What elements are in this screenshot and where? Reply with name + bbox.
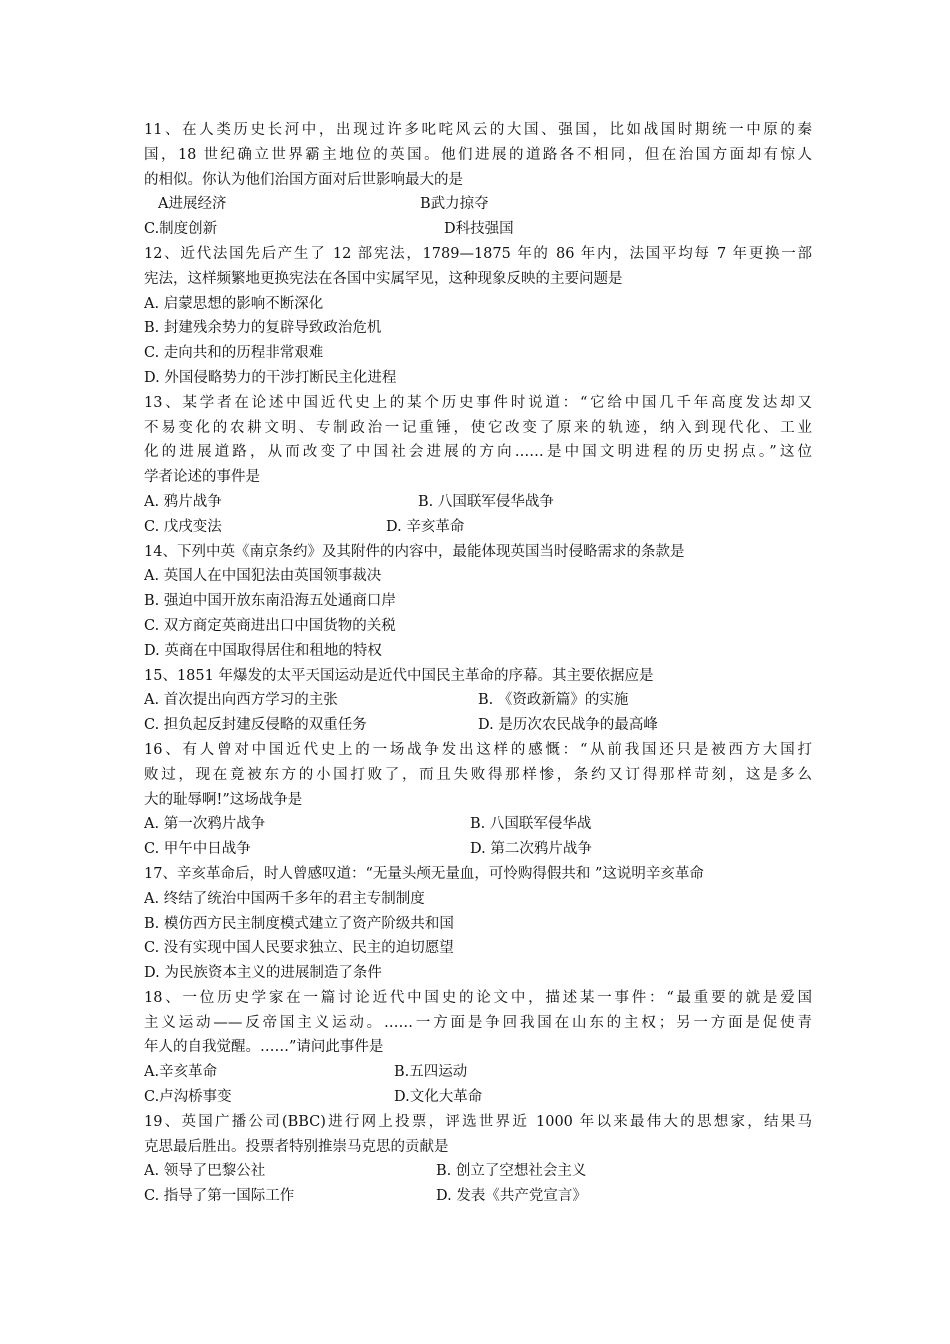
question-12 <box>144 242 812 391</box>
question-stem-line: 宪法，这样频繁地更换宪法在各国中实属罕见，这种现象反映的主要问题是 <box>144 270 623 287</box>
question-stem-line: 18、一位历史学家在一篇讨论近代中国史的论文中，描述某一事件：“最重要的就是爱国 <box>144 989 812 1006</box>
option-c: C. 走向共和的历程非常艰难 <box>144 345 324 362</box>
option-b: B.五四运动 <box>394 1064 468 1081</box>
question-stem-line: 17、辛亥革命后，时人曾感叹道：“无量头颅无量血，可怜购得假共和 ”这说明辛亥革命 <box>144 865 704 882</box>
question-stem-line: 14、下列中英《南京条约》及其附件的内容中，最能体现英国当时侵略需求的条款是 <box>144 543 685 560</box>
question-stem-line: 12、近代法国先后产生了 12 部宪法，1789—1875 年的 86 年内，法国平均每 7 年更换一部 <box>144 245 812 262</box>
option-row <box>144 1159 812 1184</box>
option-c: C. 指导了第一国际工作 <box>144 1188 295 1205</box>
question-stem-line: 学者论述的事件是 <box>144 469 260 486</box>
option-c: C. 戊戌变法 <box>144 518 222 535</box>
option-row <box>144 1184 812 1209</box>
option-row <box>144 490 812 515</box>
question-19 <box>144 1110 812 1209</box>
option-d: D. 为民族资本主义的进展制造了条件 <box>144 965 382 982</box>
option-b: B. 创立了空想社会主义 <box>436 1163 587 1180</box>
question-15 <box>144 664 812 738</box>
option-d: D. 辛亥革命 <box>386 518 465 535</box>
option-d: D. 发表《共产党宣言》 <box>436 1188 587 1205</box>
question-stem-line: 16、有人曾对中国近代史上的一场战争发出这样的感慨：“从前我国还只是被西方大国打 <box>144 741 812 758</box>
question-stem-line: 克思最后胜出。投票者特别推崇马克思的贡献是 <box>144 1138 449 1155</box>
option-c: C.卢沟桥事变 <box>144 1089 232 1106</box>
question-17 <box>144 862 812 986</box>
option-b: B. 封建残余势力的复辟导致政治危机 <box>144 320 382 337</box>
option-c: C. 担负起反封建反侵略的双重任务 <box>144 717 367 734</box>
question-list <box>144 118 812 1209</box>
question-stem-line: 19、英国广播公司(BBC)进行网上投票，评选世界近 1000 年以来最伟大的思想家，结果马 <box>144 1113 812 1130</box>
option-a: A. 终结了统治中国两千多年的君主专制制度 <box>144 890 425 907</box>
option-row <box>144 837 812 862</box>
question-stem-line: 化的进展道路，从而改变了中国社会进展的方向……是中国文明进程的历史拐点。”这位 <box>144 444 812 461</box>
question-stem-line: 不易变化的农耕文明、专制政治一记重锤，使它改变了原来的轨迹，纳入到现代化、工业 <box>144 419 812 436</box>
option-row <box>144 713 812 738</box>
option-a: A. 首次提出向西方学习的主张 <box>144 692 338 709</box>
option-b: B. 八国联军侵华战争 <box>418 493 554 510</box>
question-stem-line: 大的耻辱啊!”这场战争是 <box>144 791 303 808</box>
option-b: B武力掠夺 <box>420 196 489 213</box>
option-d: D科技强国 <box>444 221 514 238</box>
option-b: B. 八国联军侵华战 <box>470 816 592 833</box>
question-18 <box>144 986 812 1110</box>
option-c: C. 甲午中日战争 <box>144 841 251 858</box>
option-d: D. 外国侵略势力的干涉打断民主化进程 <box>144 369 397 386</box>
option-a: A. 鸦片战争 <box>144 493 222 510</box>
question-stem-line: 的相似。你认为他们治国方面对后世影响最大的是 <box>144 171 463 188</box>
option-d: D. 英商在中国取得居住和租地的特权 <box>144 642 382 659</box>
option-row <box>144 515 812 540</box>
option-row <box>144 217 812 242</box>
question-16 <box>144 738 812 862</box>
question-13 <box>144 391 812 540</box>
option-a: A. 领导了巴黎公社 <box>144 1163 266 1180</box>
option-c: C. 双方商定英商进出口中国货物的关税 <box>144 617 396 634</box>
question-stem-line: 败过，现在竟被东方的小国打败了，而且失败得那样惨，条约又订得那样苛刻，这是多么 <box>144 766 812 783</box>
option-a: A. 英国人在中国犯法由英国领事裁决 <box>144 568 382 585</box>
option-d: D.文化大革命 <box>394 1089 483 1106</box>
option-b: B. 强迫中国开放东南沿海五处通商口岸 <box>144 593 396 610</box>
option-a: A. 第一次鸦片战争 <box>144 816 266 833</box>
question-14 <box>144 540 812 664</box>
option-row <box>144 1085 812 1110</box>
option-row <box>144 812 812 837</box>
option-a: A进展经济 <box>158 196 227 213</box>
option-b: B. 模仿西方民主制度模式建立了资产阶级共和国 <box>144 915 454 932</box>
question-stem-line: 11、在人类历史长河中，出现过许多叱咤风云的大国、强国，比如战国时期统一中原的秦 <box>144 122 812 138</box>
question-stem-line: 主义运动——反帝国主义运动。……一方面是争回我国在山东的主权；另一方面是促使青 <box>144 1014 812 1031</box>
question-stem-line: 13、某学者在论述中国近代史上的某个历史事件时说道：“它给中国几千年高度发达却又 <box>144 394 812 411</box>
option-row <box>144 1060 812 1085</box>
option-c: C. 没有实现中国人民要求独立、民主的迫切愿望 <box>144 940 454 957</box>
question-stem-line: 国，18 世纪确立世界霸主地位的英国。他们进展的道路各不相同，但在治国方面却有惊人 <box>144 146 812 163</box>
option-row <box>144 192 812 217</box>
option-b: B. 《资政新篇》的实施 <box>478 692 629 709</box>
option-a: A.辛亥革命 <box>144 1064 218 1081</box>
question-11 <box>144 118 812 242</box>
question-stem-line: 年人的自我觉醒。……”请问此事件是 <box>144 1039 384 1056</box>
question-stem-line: 15、1851 年爆发的太平天国运动是近代中国民主革命的序幕。其主要依据应是 <box>144 667 654 684</box>
option-c: C.制度创新 <box>144 221 218 238</box>
option-d: D. 第二次鸦片战争 <box>470 841 592 858</box>
option-a: A. 启蒙思想的影响不断深化 <box>144 295 324 312</box>
option-d: D. 是历次农民战争的最高峰 <box>478 717 658 734</box>
option-row <box>144 688 812 713</box>
